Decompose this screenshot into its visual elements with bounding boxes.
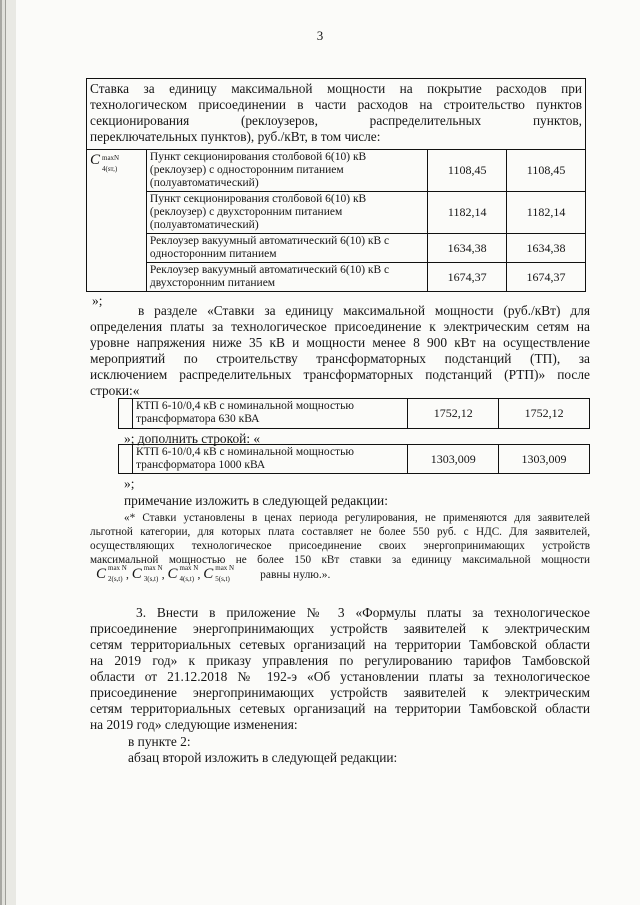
sectioning-rates-table	[86, 149, 586, 292]
note-line: максимальной мощностью не более 150 кВт ставки за единицу максимальной мощности	[90, 554, 590, 566]
para-line: сетям территориальных сетевых организаций на территории Тамбовской области	[90, 637, 590, 652]
rate-symbol-4: C max N 4(s,t)	[167, 564, 199, 583]
note-intro: примечание изложить в следующей редакции:	[124, 493, 388, 508]
note-tail: равны нулю.».	[260, 569, 331, 581]
row-value-1: 1182,14	[428, 192, 507, 234]
row-value-2: 1752,12	[499, 399, 590, 429]
row-value-2: 1108,45	[507, 150, 586, 192]
para-line: сетям территориальных сетевых организаций на территории Тамбовской области	[90, 701, 590, 716]
row-description: Реклоузер вакуумный автоматический 6(10) кВ с двухсторонним питанием	[146, 263, 427, 292]
para-line: исключением распределительных трансформаторных подстанций (РТП)» после	[90, 367, 590, 382]
para-line: на 2019 год» к приказу управления по регулированию тарифов Тамбовской	[90, 653, 590, 668]
note-line: льготной категории, для которых плата составляет не более 550 руб. с НДС. Для заявителей,	[90, 526, 590, 538]
heading-line: секционирования (реклоузеров, распределительных пунктов,	[90, 113, 582, 128]
row-description: Пункт секционирования столбовой 6(10) кВ (реклоузер) с односторонним питанием (полуавтоматический)	[146, 150, 427, 192]
closing-mark: »;	[92, 293, 103, 308]
row-value-1: 1634,38	[428, 234, 507, 263]
para-line: на 2019 год» следующие изменения:	[90, 717, 298, 732]
note-line: осуществляющих технологическое присоединение своих энергопринимающих устройств	[90, 540, 590, 552]
heading-line: технологическом присоединении в части расходов на строительство пунктов	[90, 97, 582, 112]
ktp-1000-table	[118, 444, 590, 474]
binding-edge	[0, 0, 16, 905]
row-value-2: 1182,14	[507, 192, 586, 234]
para-line: присоединение энергопринимающих устройств заявителей к электрическим	[90, 685, 590, 700]
closing-mark: »;	[124, 476, 135, 491]
item-point-2: в пункте 2:	[128, 734, 191, 749]
para-line: строки:«	[90, 383, 140, 398]
note-symbols: C max N 2(s,t) , C max N 3(s,t) , C max N 4(s,t) , C max N 5(s,t) равны нулю.».	[96, 564, 331, 583]
para-line: присоединение энергопринимающих устройств заявителей к электрическим	[90, 621, 590, 636]
empty-cell	[119, 399, 133, 429]
rate-heading	[86, 78, 586, 150]
row-description: Пункт секционирования столбовой 6(10) кВ (реклоузер) с двухсторонним питанием (полуавтоматический)	[146, 192, 427, 234]
row-description: КТП 6-10/0,4 кВ с номинальной мощностью трансформатора 630 кВА	[132, 399, 407, 429]
section2-paragraph	[90, 303, 590, 399]
row-value-1: 1674,37	[428, 263, 507, 292]
row-value-2: 1303,009	[499, 445, 590, 474]
heading-line: Ставка за единицу максимальной мощности на покрытие расходов при	[90, 81, 582, 96]
row-value-1: 1752,12	[408, 399, 499, 429]
para-line: уровне напряжения ниже 35 кВ и мощности менее 8 900 кВт на осуществление	[90, 335, 590, 350]
para-line: 3. Внести в приложение № 3 «Формулы платы за технологическое	[136, 605, 590, 620]
note-line: «* Ставки установлены в ценах периода регулирования, не применяются для заявителей	[124, 512, 590, 524]
empty-cell	[119, 445, 133, 474]
page-number: 3	[316, 28, 324, 43]
rate-symbol-2: C max N 2(s,t)	[96, 564, 127, 583]
rate-symbol-cell	[87, 150, 147, 292]
add-row-instruction: »; дополнить строкой: «	[124, 431, 261, 446]
note-text	[90, 511, 590, 567]
row-value-1: 1303,009	[408, 445, 499, 474]
rate-symbol: C maxN 4(ѕт,)	[90, 152, 120, 173]
row-value-1: 1108,45	[428, 150, 507, 192]
ktp-630-table	[118, 398, 590, 429]
section3-paragraph	[90, 605, 590, 733]
rate-symbol-5: C max N 5(s,t)	[203, 564, 235, 583]
row-description: Реклоузер вакуумный автоматический 6(10) кВ с односторонним питанием	[146, 234, 427, 263]
para-line: определения платы за технологическое присоединение к электрическим сетям на	[90, 319, 590, 334]
row-value-2: 1634,38	[507, 234, 586, 263]
rate-symbol-3: C max N 3(s,t)	[131, 564, 163, 583]
para-line: мероприятий по строительству трансформаторных подстанций (ТП), за	[90, 351, 590, 366]
subitem-paragraph-two: абзац второй изложить в следующей редакции:	[128, 750, 398, 765]
para-line: в разделе «Ставки за единицу максимальной мощности (руб./кВт) для	[138, 303, 590, 318]
row-value-2: 1674,37	[507, 263, 586, 292]
para-line: области от 21.12.2018 № 192-э «Об установлении платы за технологическое	[90, 669, 590, 684]
row-description: КТП 6-10/0,4 кВ с номинальной мощностью трансформатора 1000 кВА	[132, 445, 407, 474]
heading-line: переключательных пунктов), руб./кВт, в том числе:	[90, 129, 381, 144]
